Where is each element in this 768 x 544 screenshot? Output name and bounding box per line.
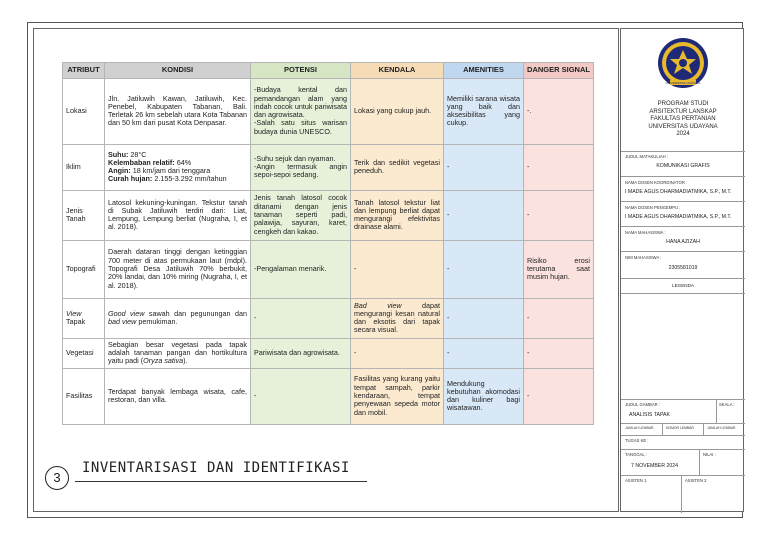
- kondisi-text: Sebagian besar vegetasi pada tapak adalah tanaman pangan dan hortikultura yaitu padi (: [108, 339, 247, 366]
- title-block: [620, 28, 744, 512]
- cell-potensi: -: [251, 368, 351, 424]
- divider: [621, 151, 745, 152]
- tapak-label: Tapak: [66, 317, 86, 327]
- cell-danger: -: [524, 298, 594, 338]
- cell-danger: -: [524, 190, 594, 240]
- kendala-text: dapat mengurangi kesan natural dan eksotis dari tapak secara visual.: [354, 300, 440, 335]
- cell-kendala: Fasilitas yang kurang yaitu tempat sampah, parkir kendaraan, tempat penyewaan sepeda motor dan mobil.: [351, 368, 444, 424]
- bad-view-text: Bad view: [354, 300, 402, 310]
- cell-kendala: -: [351, 240, 444, 298]
- cell-kondisi: [105, 338, 251, 368]
- tugas-label: TUGAS KE :: [625, 438, 649, 443]
- cell-kondisi: Latosol kekuning-kuningan. Tekstur tanah di Subak Jatiluwih terdiri dari: Liat, Lempung, Lempung berliat (Nugraha, I, et al. 2018).: [105, 190, 251, 240]
- jumlah-lembar-label: JUMLAH LEMBAR: [707, 426, 736, 430]
- header-danger-signal: DANGER SIGNAL: [524, 63, 594, 79]
- kelembaban-value: 64%: [174, 157, 192, 167]
- dosen-koordinator: I MADE AGUS DHARMADIATMIKA, S.P., M.T.: [625, 189, 732, 195]
- cell-atribut: Iklim: [63, 144, 105, 190]
- cell-amenities: Mendukung kebutuhan akomodasi dan kuliner bagi wisatawan.: [444, 368, 524, 424]
- cell-danger: -.: [524, 78, 594, 144]
- cell-kondisi: Daerah dataran tinggi dengan ketinggian 700 meter di atas permukaan laut (mdpl). Topografi Desa Jatiluwih 70% berbukit, 20% landai, dan 10% miring (Nugraha, I, et al. 2018).: [105, 240, 251, 298]
- cell-amenities: Memiliki sarana wisata yang baik dan aksesibilitas yang cukup.: [444, 78, 524, 144]
- header-atribut: ATRIBUT: [63, 63, 105, 79]
- table-row: [63, 78, 594, 144]
- cell-kondisi: Jln. Jatiluwih Kawan, Jatiluwih, Kec. Penebel, Kabupaten Tabanan, Bali. Terletak 26 km sebelah utara Kota Tabanan dan 50 km dari pusat Kota Denpasar.: [105, 78, 251, 144]
- cell-amenities: -: [444, 338, 524, 368]
- divider: [716, 399, 717, 423]
- divider: [699, 449, 700, 475]
- angin-value: 18 km/jam dari tenggara: [130, 166, 211, 176]
- cell-kondisi: Terdapat banyak lembaga wisata, cafe, restoran, dan villa.: [105, 368, 251, 424]
- dosen-pengempu: I MADE AGUS DHARMADIATMIKA, S.P., M.T.: [625, 214, 732, 220]
- asisten-2-label: ASISTEN 2: [685, 478, 707, 483]
- divider: [621, 449, 745, 450]
- legenda-label: LEGENDA: [672, 283, 694, 288]
- cell-potensi: -Budaya kental dan pemandangan alam yang indah cocok untuk pariwisata dan agrowisata. -Salah satu situs warisan budaya dunia UNESCO.: [251, 78, 351, 144]
- cell-potensi: Pariwisata dan agrowisata.: [251, 338, 351, 368]
- nim-label: NIM MAHASISWA :: [625, 255, 662, 260]
- header-kendala: KENDALA: [351, 63, 444, 79]
- skala-label: SKALA :: [719, 402, 735, 407]
- table-row: [63, 298, 594, 338]
- kelembaban-label: Kelembaban relatif:: [108, 157, 175, 167]
- divider: [621, 475, 745, 476]
- cell-atribut: Lokasi: [63, 78, 105, 144]
- tanggal: 7 NOVEMBER 2024: [631, 463, 678, 469]
- header-kondisi: KONDISI: [105, 63, 251, 79]
- nomor-label: NOMOR LEMBAR: [666, 426, 694, 430]
- mahasiswa-label: NAMA MAHASISWA :: [625, 230, 666, 235]
- judul-gambar-label: JUDUL GAMBAR :: [625, 402, 660, 407]
- cell-kondisi: [105, 298, 251, 338]
- divider: [681, 475, 682, 513]
- nilai-label: NILAI :: [703, 452, 716, 457]
- divider: [621, 435, 745, 436]
- section-title: INVENTARISASI DAN IDENTIFIKASI: [82, 460, 350, 476]
- logo-text: UNIVERSITAS UDAYANA: [665, 81, 701, 85]
- nim: 2305581019: [668, 265, 698, 271]
- cell-kondisi: [105, 144, 251, 190]
- cell-potensi: -Pengalaman menarik.: [251, 240, 351, 298]
- cell-kendala: Lokasi yang cukup jauh.: [351, 78, 444, 144]
- cell-atribut: Jenis Tanah: [63, 190, 105, 240]
- table-header-row: [63, 63, 594, 79]
- species-name: Oryza sativa: [143, 356, 184, 366]
- jumlah-label: JUMLAH LEMBAR: [625, 426, 654, 430]
- divider: [621, 226, 745, 227]
- cell-atribut: Vegetasi: [63, 338, 105, 368]
- inventory-table: [62, 62, 594, 425]
- cell-amenities: -: [444, 144, 524, 190]
- cell-danger: -: [524, 368, 594, 424]
- cell-danger: Risiko erosi terutama saat musim hujan.: [524, 240, 594, 298]
- cell-danger: -: [524, 144, 594, 190]
- table-row: [63, 144, 594, 190]
- divider: [621, 423, 745, 424]
- divider: [621, 176, 745, 177]
- university-logo: [657, 37, 709, 89]
- tanggal-label: TANGGAL :: [625, 452, 647, 457]
- good-view-text: Good view: [108, 308, 145, 318]
- divider: [621, 399, 745, 400]
- suhu-label: Suhu:: [108, 149, 129, 159]
- angin-label: Angin:: [108, 166, 131, 176]
- table-row: [63, 240, 594, 298]
- table-row: [63, 368, 594, 424]
- program-studi: PROGRAM STUDI ARSITEKTUR LANSKAP FAKULTAS PERTANIAN UNIVERSITAS UDAYANA 2024: [648, 101, 718, 137]
- curah-value: 2.155-3.292 mm/tahun: [152, 174, 227, 184]
- kondisi-text-end: ).: [183, 356, 188, 366]
- asisten-1-label: ASISTEN 1: [625, 478, 647, 483]
- kondisi-text: sawah dan pegunungan dan: [144, 308, 247, 318]
- cell-atribut: Topografi: [63, 240, 105, 298]
- cell-kendala: -: [351, 338, 444, 368]
- cell-amenities: -: [444, 240, 524, 298]
- header-potensi: POTENSI: [251, 63, 351, 79]
- cell-danger: -: [524, 338, 594, 368]
- judul-matakuliah: KOMUNIKASI GRAFIS: [656, 163, 710, 169]
- cell-potensi: Jenis tanah latosol cocok ditanami dengan jenis tanaman seperti padi, palawija, sayuran, karet, cengkeh dan kakao.: [251, 190, 351, 240]
- divider: [621, 201, 745, 202]
- judul-gambar: ANALISIS TAPAK: [629, 412, 670, 418]
- cell-potensi: -Suhu sejuk dan nyaman. -Angin termasuk angin sepoi-sepoi sedang.: [251, 144, 351, 190]
- divider: [703, 423, 704, 435]
- cell-kendala: Terik dan sedikit vegetasi peneduh.: [351, 144, 444, 190]
- cell-potensi: -: [251, 298, 351, 338]
- view-label: View: [66, 308, 82, 318]
- curah-label: Curah hujan:: [108, 174, 153, 184]
- section-underline: [75, 481, 367, 482]
- section-number: 3: [45, 466, 69, 490]
- dosen-koordinator-label: NAMA DOSEN KOORDINATOR :: [625, 180, 688, 185]
- nama-mahasiswa: HANA AZIZAH: [666, 239, 700, 245]
- table-row: [63, 190, 594, 240]
- cell-amenities: -: [444, 298, 524, 338]
- divider: [621, 251, 745, 252]
- table-row: [63, 338, 594, 368]
- divider: [662, 423, 663, 435]
- judul-matakuliah-label: JUDUL MATAKULIAH :: [625, 154, 668, 159]
- cell-atribut: [63, 298, 105, 338]
- cell-atribut: Fasilitas: [63, 368, 105, 424]
- cell-amenities: -: [444, 190, 524, 240]
- cell-kendala: [351, 298, 444, 338]
- bad-view-text: bad view: [108, 317, 137, 327]
- cell-kendala: Tanah latosol tekstur liat dan lempung berliat dapat mengurangi efektivitas drainase alami.: [351, 190, 444, 240]
- kondisi-text-end: pemukiman.: [136, 317, 178, 327]
- dosen-pengempu-label: NAMA DOSEN PENGEMPU :: [625, 205, 681, 210]
- suhu-value: 28°C: [128, 149, 147, 159]
- divider: [621, 293, 745, 294]
- header-amenities: AMENITIES: [444, 63, 524, 79]
- divider: [621, 278, 745, 279]
